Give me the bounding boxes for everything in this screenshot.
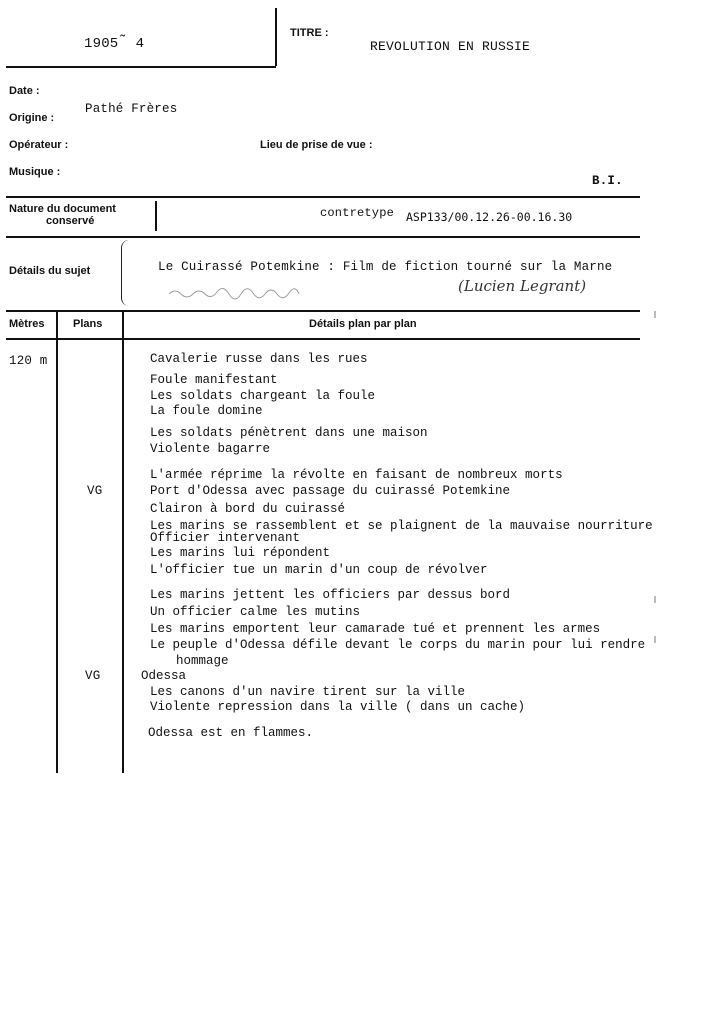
origine-label: Origine : [9,112,55,124]
detail-line: Les marins lui répondent [150,546,331,560]
detail-line: Les soldats chargeant la foule [150,389,376,403]
titre-value: REVOLUTION EN RUSSIE [370,39,531,54]
detail-line: Les marins emportent leur camarade tué et prennent les armes [150,622,601,636]
plans-value-2: VG [85,669,101,683]
handwritten-scribble [167,285,307,297]
detail-line: Les marins jettent les officiers par dessus bord [150,588,511,602]
metres-value: 120 m [9,354,48,368]
lieu-label: Lieu de prise de vue : [260,139,373,151]
table-header-rule [6,338,640,340]
detail-line: Violente repression dans la ville ( dans un cache) [150,700,526,714]
col-divider-1 [56,311,58,773]
detail-line: Les canons d'un navire tirent sur la ville [150,685,466,699]
margin-mark [654,596,656,603]
date-label: Date : [9,85,40,97]
nature-label-line2: conservé [46,215,95,227]
header-divider [275,8,277,66]
detail-line: Les soldats pénètrent dans une maison [150,426,428,440]
detail-line: La foule domine [150,404,263,418]
contretype-label: contretype [320,206,395,220]
detail-line: Foule manifestant [150,373,278,387]
plans-value-1: VG [87,484,103,498]
header-underline [6,66,276,68]
detail-line: Violente bagarre [150,442,271,456]
detail-line: L'armée réprime la révolte en faisant de nombreux morts [150,468,563,482]
nature-top-rule [6,196,640,198]
detail-line: Clairon à bord du cuirassé [150,502,346,516]
col-header-details: Détails plan par plan [309,318,417,330]
handwritten-note: (Lucien Legrant) [458,277,587,295]
col-header-plans: Plans [73,318,103,330]
reference-number: 1905 ̃ 4 [84,36,145,52]
sujet-text: Le Cuirassé Potemkine : Film de fiction tourné sur la Marne [158,260,613,274]
margin-mark [654,311,656,318]
operateur-label: Opérateur : [9,139,69,151]
titre-label: TITRE : [290,27,329,39]
musique-label: Musique : [9,166,61,178]
detail-line: Les marins se rassemblent et se plaignent de la mauvaise nourriture [150,519,653,533]
sujet-brace [121,240,130,306]
table-top-rule [6,310,640,312]
origine-value: Pathé Frères [85,102,178,116]
sujet-label: Détails du sujet [9,265,91,277]
detail-line: hommage [176,654,229,668]
col-divider-2 [122,311,124,773]
detail-line: Port d'Odessa avec passage du cuirassé Potemkine [150,484,511,498]
nature-label-line1: Nature du document [9,203,116,215]
detail-line: Odessa [141,669,187,683]
initials: B.I. [592,174,623,188]
detail-line: Un officier calme les mutins [150,605,361,619]
contretype-value: ASP133/00.12.26-00.16.30 [406,210,573,224]
margin-mark [654,636,656,643]
nature-divider [155,201,157,231]
nature-bottom-rule [6,236,640,238]
detail-line: Odessa est en flammes. [148,726,314,740]
detail-line: Officier intervenant [150,531,301,545]
detail-line: Cavalerie russe dans les rues [150,352,368,366]
detail-line: Le peuple d'Odessa défile devant le corps du marin pour lui rendre [150,638,646,652]
detail-line: L'officier tue un marin d'un coup de révolver [150,563,488,577]
col-header-metres: Mètres [9,318,45,330]
